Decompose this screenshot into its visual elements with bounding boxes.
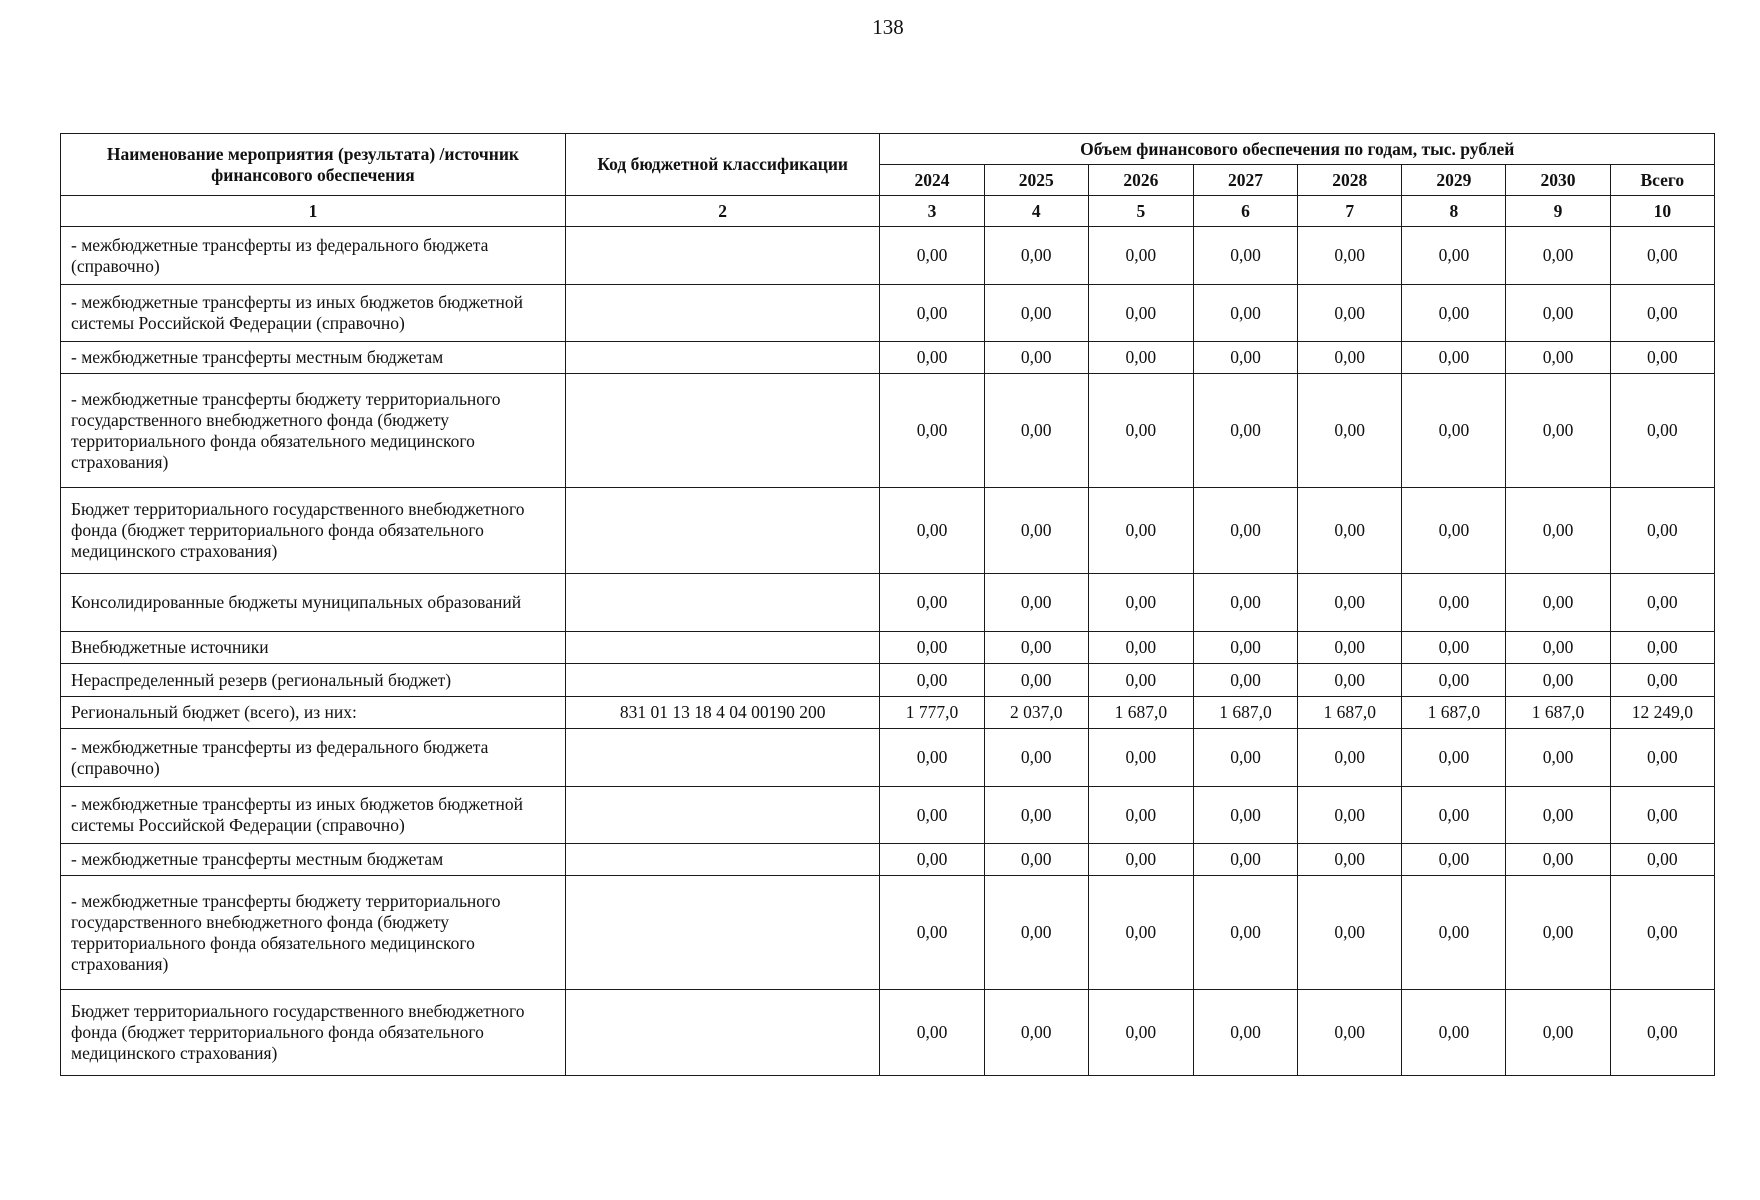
year-value-cell: 0,00 (880, 844, 984, 876)
total-header: Всего (1610, 165, 1714, 196)
year-header: 2026 (1088, 165, 1193, 196)
name-column-header: Наименование мероприятия (результата) /источник финансового обеспечения (61, 134, 566, 196)
year-value-cell: 0,00 (1506, 787, 1610, 844)
year-value-cell: 0,00 (880, 374, 984, 488)
year-value-cell: 1 687,0 (1193, 697, 1297, 729)
year-value-cell: 0,00 (1298, 285, 1402, 342)
year-value-cell: 0,00 (1402, 342, 1506, 374)
year-value-cell: 0,00 (880, 227, 984, 285)
year-value-cell: 0,00 (1193, 488, 1297, 574)
year-value-cell: 0,00 (984, 285, 1088, 342)
table-body (61, 227, 1715, 1076)
year-value-cell: 0,00 (984, 632, 1088, 664)
year-value-cell: 0,00 (1088, 729, 1193, 787)
source-name-cell: - межбюджетные трансферты из федерального бюджета (справочно) (61, 227, 566, 285)
year-value-cell: 0,00 (880, 664, 984, 697)
year-header: 2028 (1298, 165, 1402, 196)
page-number: 138 (872, 15, 904, 39)
column-number: 1 (61, 196, 566, 227)
year-value-cell: 0,00 (1506, 632, 1610, 664)
year-value-cell: 0,00 (1088, 227, 1193, 285)
year-value-cell: 0,00 (1402, 990, 1506, 1076)
year-value-cell: 0,00 (1193, 729, 1297, 787)
year-value-cell: 0,00 (984, 488, 1088, 574)
year-value-cell: 1 687,0 (1402, 697, 1506, 729)
table-row (61, 574, 1715, 632)
table-row (61, 729, 1715, 787)
total-value-cell: 0,00 (1610, 488, 1714, 574)
table-row (61, 374, 1715, 488)
year-value-cell: 0,00 (1402, 876, 1506, 990)
year-header: 2027 (1193, 165, 1297, 196)
year-value-cell: 0,00 (1193, 844, 1297, 876)
total-value-cell: 0,00 (1610, 664, 1714, 697)
year-value-cell: 0,00 (880, 285, 984, 342)
year-value-cell: 0,00 (1088, 664, 1193, 697)
column-number: 9 (1506, 196, 1610, 227)
year-value-cell: 0,00 (1298, 990, 1402, 1076)
year-value-cell: 0,00 (880, 632, 984, 664)
year-value-cell: 0,00 (1088, 876, 1193, 990)
source-name-cell: Региональный бюджет (всего), из них: (61, 697, 566, 729)
year-value-cell: 0,00 (1193, 227, 1297, 285)
year-header: 2029 (1402, 165, 1506, 196)
year-value-cell: 0,00 (880, 729, 984, 787)
year-value-cell: 0,00 (1402, 729, 1506, 787)
year-value-cell: 0,00 (880, 342, 984, 374)
budget-code-cell (565, 488, 880, 574)
year-value-cell: 0,00 (1088, 488, 1193, 574)
column-number: 2 (565, 196, 880, 227)
year-value-cell: 0,00 (1298, 664, 1402, 697)
year-value-cell: 0,00 (1506, 876, 1610, 990)
year-value-cell: 0,00 (1088, 632, 1193, 664)
year-value-cell: 0,00 (1506, 342, 1610, 374)
code-column-header: Код бюджетной классификации (565, 134, 880, 196)
total-value-cell: 0,00 (1610, 990, 1714, 1076)
source-name-cell: - межбюджетные трансферты бюджету территориального государственного внебюджетного фонда (бюджету территориального фонда обязательного медицинского страхования) (61, 374, 566, 488)
source-name-cell: - межбюджетные трансферты из иных бюджетов бюджетной системы Российской Федерации (справочно) (61, 787, 566, 844)
source-name-cell: - межбюджетные трансферты местным бюджетам (61, 342, 566, 374)
year-value-cell: 0,00 (1088, 574, 1193, 632)
year-value-cell: 2 037,0 (984, 697, 1088, 729)
year-value-cell: 0,00 (1193, 787, 1297, 844)
year-value-cell: 0,00 (984, 729, 1088, 787)
source-name-cell: Консолидированные бюджеты муниципальных образований (61, 574, 566, 632)
budget-code-cell (565, 342, 880, 374)
source-name-cell: Бюджет территориального государственного внебюджетного фонда (бюджет территориального фонда обязательного медицинского страхования) (61, 990, 566, 1076)
year-value-cell: 0,00 (984, 844, 1088, 876)
year-value-cell: 0,00 (1506, 664, 1610, 697)
year-value-cell: 0,00 (984, 574, 1088, 632)
table-row (61, 787, 1715, 844)
year-value-cell: 0,00 (1193, 574, 1297, 632)
year-value-cell: 0,00 (1506, 488, 1610, 574)
table-row (61, 227, 1715, 285)
total-value-cell: 0,00 (1610, 374, 1714, 488)
total-value-cell: 0,00 (1610, 787, 1714, 844)
year-value-cell: 0,00 (1193, 632, 1297, 664)
table-row (61, 697, 1715, 729)
year-value-cell: 0,00 (1298, 876, 1402, 990)
year-value-cell: 0,00 (1506, 844, 1610, 876)
total-value-cell: 0,00 (1610, 227, 1714, 285)
total-value-cell: 0,00 (1610, 285, 1714, 342)
budget-code-cell (565, 787, 880, 844)
year-value-cell: 0,00 (1402, 574, 1506, 632)
column-number: 8 (1402, 196, 1506, 227)
year-value-cell: 0,00 (1506, 374, 1610, 488)
table-row (61, 664, 1715, 697)
year-value-cell: 1 687,0 (1298, 697, 1402, 729)
budget-code-cell (565, 285, 880, 342)
year-value-cell: 0,00 (1193, 374, 1297, 488)
total-value-cell: 0,00 (1610, 844, 1714, 876)
source-name-cell: Внебюджетные источники (61, 632, 566, 664)
source-name-cell: - межбюджетные трансферты из федерального бюджета (справочно) (61, 729, 566, 787)
budget-code-cell (565, 990, 880, 1076)
budget-code-cell (565, 844, 880, 876)
year-value-cell: 0,00 (984, 990, 1088, 1076)
year-value-cell: 0,00 (1298, 787, 1402, 844)
table-row (61, 990, 1715, 1076)
year-value-cell: 1 777,0 (880, 697, 984, 729)
budget-code-cell (565, 374, 880, 488)
table-row (61, 285, 1715, 342)
year-value-cell: 0,00 (1506, 574, 1610, 632)
year-value-cell: 0,00 (880, 787, 984, 844)
budget-code-cell (565, 664, 880, 697)
column-number: 4 (984, 196, 1088, 227)
year-value-cell: 0,00 (1298, 374, 1402, 488)
year-value-cell: 0,00 (880, 574, 984, 632)
year-value-cell: 0,00 (880, 488, 984, 574)
year-value-cell: 0,00 (1402, 227, 1506, 285)
source-name-cell: - межбюджетные трансферты местным бюджетам (61, 844, 566, 876)
year-value-cell: 0,00 (984, 227, 1088, 285)
year-value-cell: 1 687,0 (1088, 697, 1193, 729)
year-value-cell: 0,00 (1506, 285, 1610, 342)
year-value-cell: 0,00 (1088, 844, 1193, 876)
budget-code-cell (565, 632, 880, 664)
column-number: 7 (1298, 196, 1402, 227)
column-numbers-row (61, 196, 1715, 227)
source-name-cell: - межбюджетные трансферты из иных бюджетов бюджетной системы Российской Федерации (справочно) (61, 285, 566, 342)
column-number: 5 (1088, 196, 1193, 227)
year-value-cell: 0,00 (984, 342, 1088, 374)
volume-group-header: Объем финансового обеспечения по годам, тыс. рублей (880, 134, 1715, 165)
year-header: 2024 (880, 165, 984, 196)
total-value-cell: 12 249,0 (1610, 697, 1714, 729)
budget-code-cell (565, 227, 880, 285)
year-value-cell: 0,00 (984, 876, 1088, 990)
year-value-cell: 0,00 (1298, 729, 1402, 787)
year-value-cell: 0,00 (1088, 342, 1193, 374)
year-value-cell: 0,00 (1193, 876, 1297, 990)
year-value-cell: 1 687,0 (1506, 697, 1610, 729)
year-value-cell: 0,00 (1088, 285, 1193, 342)
year-value-cell: 0,00 (1402, 632, 1506, 664)
year-value-cell: 0,00 (1402, 787, 1506, 844)
column-number: 6 (1193, 196, 1297, 227)
source-name-cell: - межбюджетные трансферты бюджету территориального государственного внебюджетного фонда (бюджету территориального фонда обязательного медицинского страхования) (61, 876, 566, 990)
year-value-cell: 0,00 (1193, 342, 1297, 374)
total-value-cell: 0,00 (1610, 729, 1714, 787)
year-value-cell: 0,00 (1298, 342, 1402, 374)
table-row (61, 488, 1715, 574)
budget-code-cell (565, 729, 880, 787)
header-row (61, 134, 1715, 165)
table-row (61, 342, 1715, 374)
budget-code-cell (565, 876, 880, 990)
year-value-cell: 0,00 (984, 787, 1088, 844)
year-value-cell: 0,00 (1088, 990, 1193, 1076)
year-value-cell: 0,00 (1298, 227, 1402, 285)
source-name-cell: Бюджет территориального государственного внебюджетного фонда (бюджет территориального фонда обязательного медицинского страхования) (61, 488, 566, 574)
column-number: 3 (880, 196, 984, 227)
year-value-cell: 0,00 (1506, 227, 1610, 285)
year-value-cell: 0,00 (880, 990, 984, 1076)
year-value-cell: 0,00 (1402, 664, 1506, 697)
year-value-cell: 0,00 (1402, 488, 1506, 574)
year-value-cell: 0,00 (1193, 990, 1297, 1076)
year-value-cell: 0,00 (1193, 664, 1297, 697)
year-value-cell: 0,00 (880, 876, 984, 990)
year-value-cell: 0,00 (1402, 844, 1506, 876)
year-value-cell: 0,00 (1088, 787, 1193, 844)
total-value-cell: 0,00 (1610, 632, 1714, 664)
table-row (61, 876, 1715, 990)
year-value-cell: 0,00 (1088, 374, 1193, 488)
year-value-cell: 0,00 (984, 664, 1088, 697)
total-value-cell: 0,00 (1610, 574, 1714, 632)
year-value-cell: 0,00 (984, 374, 1088, 488)
budget-code-cell (565, 574, 880, 632)
budget-code-cell: 831 01 13 18 4 04 00190 200 (565, 697, 880, 729)
year-value-cell: 0,00 (1506, 990, 1610, 1076)
table-row (61, 844, 1715, 876)
year-value-cell: 0,00 (1298, 488, 1402, 574)
column-number: 10 (1610, 196, 1714, 227)
table-row (61, 632, 1715, 664)
year-header: 2030 (1506, 165, 1610, 196)
year-value-cell: 0,00 (1506, 729, 1610, 787)
budget-table (60, 133, 1715, 1076)
year-value-cell: 0,00 (1402, 374, 1506, 488)
year-value-cell: 0,00 (1298, 844, 1402, 876)
year-value-cell: 0,00 (1298, 632, 1402, 664)
source-name-cell: Нераспределенный резерв (региональный бюджет) (61, 664, 566, 697)
total-value-cell: 0,00 (1610, 876, 1714, 990)
year-value-cell: 0,00 (1402, 285, 1506, 342)
total-value-cell: 0,00 (1610, 342, 1714, 374)
year-value-cell: 0,00 (1298, 574, 1402, 632)
year-value-cell: 0,00 (1193, 285, 1297, 342)
year-header: 2025 (984, 165, 1088, 196)
